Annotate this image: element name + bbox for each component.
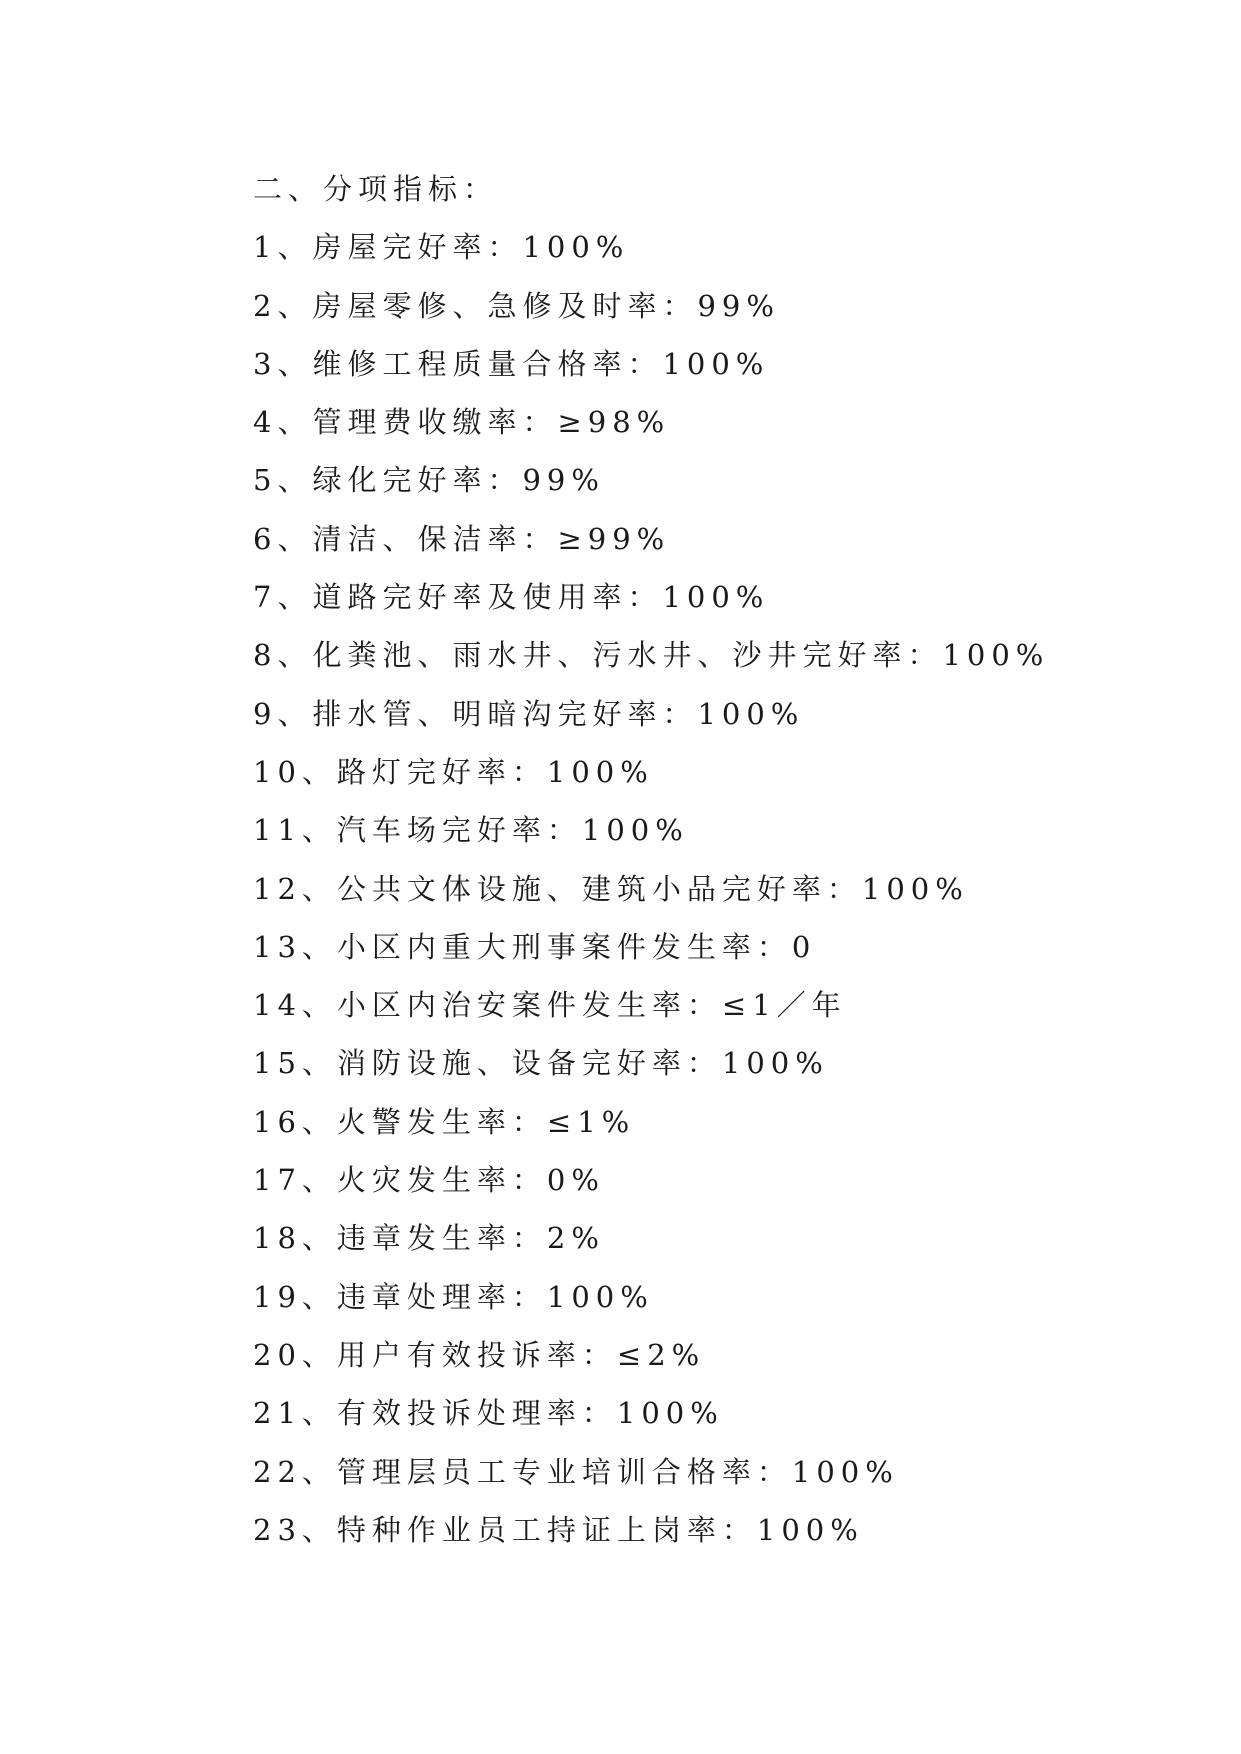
indicator-item-13: 13、小区内重大刑事案件发生率：0 [253, 929, 817, 964]
indicator-item-10: 10、路灯完好率：100% [253, 754, 654, 789]
indicator-item-1: 1、房屋完好率：100% [253, 230, 630, 265]
indicator-item-22: 22、管理层员工专业培训合格率：100% [253, 1454, 899, 1489]
indicator-item-20: 20、用户有效投诉率：≤2% [253, 1337, 706, 1372]
indicator-item-18: 18、违章发生率：2% [253, 1221, 605, 1256]
indicator-item-15: 15、消防设施、设备完好率：100% [253, 1046, 829, 1081]
indicator-item-21: 21、有效投诉处理率：100% [253, 1396, 724, 1431]
indicator-item-11: 11、汽车场完好率：100% [253, 813, 689, 848]
indicator-item-17: 17、火灾发生率：0% [253, 1163, 605, 1198]
indicator-item-23: 23、特种作业员工持证上岗率：100% [253, 1512, 864, 1547]
indicator-item-14: 14、小区内治安案件发生率：≤1／年 [253, 988, 847, 1023]
section-heading: 二、分项指标： [253, 172, 499, 206]
indicator-item-7: 7、道路完好率及使用率：100% [253, 580, 770, 615]
indicator-item-3: 3、维修工程质量合格率：100% [253, 346, 770, 381]
indicator-item-5: 5、绿化完好率：99% [253, 463, 605, 498]
document-body [253, 160, 1153, 1559]
indicator-item-19: 19、违章处理率：100% [253, 1279, 654, 1314]
indicator-item-8: 8、化粪池、雨水井、污水井、沙井完好率：100% [253, 638, 1050, 673]
indicator-item-6: 6、清洁、保洁率：≥99% [253, 521, 671, 556]
indicator-item-12: 12、公共文体设施、建筑小品完好率：100% [253, 871, 969, 906]
indicator-item-4: 4、管理费收缴率：≥98% [253, 405, 671, 440]
indicator-item-2: 2、房屋零修、急修及时率：99% [253, 288, 780, 323]
indicator-item-9: 9、排水管、明暗沟完好率：100% [253, 696, 805, 731]
indicator-item-16: 16、火警发生率：≤1% [253, 1104, 636, 1139]
